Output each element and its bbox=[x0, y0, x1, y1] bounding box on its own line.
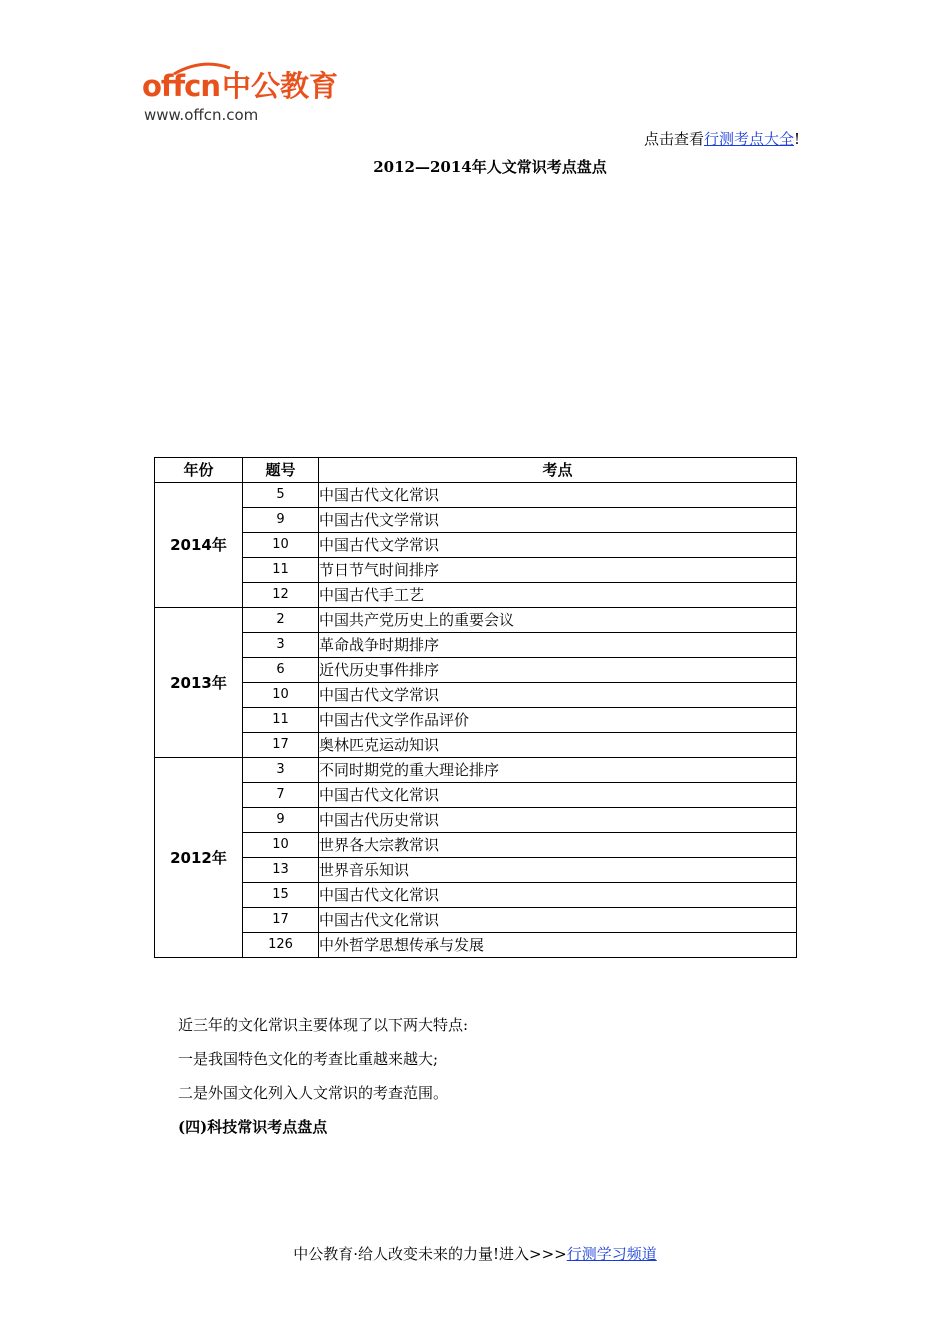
question-number-cell: 7 bbox=[243, 783, 319, 808]
question-number-cell: 12 bbox=[243, 583, 319, 608]
exam-points-link[interactable]: 行测考点大全 bbox=[703, 130, 794, 148]
topic-cell: 近代历史事件排序 bbox=[319, 658, 797, 683]
table-row bbox=[155, 633, 797, 658]
topic-cell: 中国古代历史常识 bbox=[319, 808, 797, 833]
question-number-cell: 6 bbox=[243, 658, 319, 683]
year-cell: 2014年 bbox=[155, 483, 243, 608]
question-number-cell: 10 bbox=[243, 533, 319, 558]
question-number-cell: 3 bbox=[243, 758, 319, 783]
paragraph-point-one: 一是我国特色文化的考查比重越来越大; bbox=[178, 1050, 439, 1068]
table-row bbox=[155, 683, 797, 708]
footer bbox=[0, 1243, 950, 1265]
table-body bbox=[155, 483, 797, 958]
topic-cell: 奥林匹克运动知识 bbox=[319, 733, 797, 758]
table-row bbox=[155, 558, 797, 583]
question-number-cell: 9 bbox=[243, 508, 319, 533]
table-row bbox=[155, 608, 797, 633]
logo-latin: offcn bbox=[142, 69, 220, 103]
question-number-cell: 9 bbox=[243, 808, 319, 833]
table-row bbox=[155, 783, 797, 808]
topic-cell: 世界各大宗教常识 bbox=[319, 833, 797, 858]
table-row bbox=[155, 483, 797, 508]
table-row bbox=[155, 533, 797, 558]
logo-url: www.offcn.com bbox=[144, 106, 259, 124]
topic-cell: 中国古代文学常识 bbox=[319, 533, 797, 558]
table-row bbox=[155, 908, 797, 933]
topic-cell: 世界音乐知识 bbox=[319, 858, 797, 883]
table-row bbox=[155, 883, 797, 908]
exam-points-table bbox=[154, 457, 797, 958]
topic-cell: 中国古代文化常识 bbox=[319, 783, 797, 808]
topic-cell: 中国古代文学作品评价 bbox=[319, 708, 797, 733]
table-row bbox=[155, 508, 797, 533]
footer-text: 中公教育·给人改变未来的力量!进入>>> bbox=[293, 1245, 567, 1263]
paragraph-point-two: 二是外国文化列入人文常识的考查范围。 bbox=[178, 1084, 449, 1102]
header-number: 题号 bbox=[243, 458, 319, 483]
top-link-suffix: ! bbox=[793, 130, 800, 148]
paragraph-intro: 近三年的文化常识主要体现了以下两大特点: bbox=[178, 1016, 469, 1034]
question-number-cell: 13 bbox=[243, 858, 319, 883]
topic-cell: 中国古代文化常识 bbox=[319, 883, 797, 908]
section-heading: (四)科技常识考点盘点 bbox=[178, 1118, 328, 1136]
table-row bbox=[155, 733, 797, 758]
topic-cell: 中国共产党历史上的重要会议 bbox=[319, 608, 797, 633]
table-row bbox=[155, 658, 797, 683]
topic-cell: 节日节气时间排序 bbox=[319, 558, 797, 583]
question-number-cell: 10 bbox=[243, 683, 319, 708]
table-row bbox=[155, 708, 797, 733]
question-number-cell: 5 bbox=[243, 483, 319, 508]
topic-cell: 革命战争时期排序 bbox=[319, 633, 797, 658]
table-row bbox=[155, 808, 797, 833]
header-year: 年份 bbox=[155, 458, 243, 483]
question-number-cell: 17 bbox=[243, 733, 319, 758]
topic-cell: 不同时期党的重大理论排序 bbox=[319, 758, 797, 783]
topic-cell: 中国古代文化常识 bbox=[319, 908, 797, 933]
question-number-cell: 3 bbox=[243, 633, 319, 658]
topic-cell: 中外哲学思想传承与发展 bbox=[319, 933, 797, 958]
top-link-prefix: 点击查看 bbox=[643, 130, 704, 148]
top-link-line bbox=[644, 128, 800, 150]
logo-wordmark bbox=[142, 66, 338, 106]
question-number-cell: 17 bbox=[243, 908, 319, 933]
topic-cell: 中国古代文学常识 bbox=[319, 683, 797, 708]
topic-cell: 中国古代文化常识 bbox=[319, 483, 797, 508]
table-row bbox=[155, 933, 797, 958]
table-header-row bbox=[155, 458, 797, 483]
year-cell: 2013年 bbox=[155, 608, 243, 758]
question-number-cell: 11 bbox=[243, 558, 319, 583]
header-topic: 考点 bbox=[319, 458, 797, 483]
question-number-cell: 15 bbox=[243, 883, 319, 908]
offcn-logo[interactable] bbox=[142, 66, 342, 126]
question-number-cell: 10 bbox=[243, 833, 319, 858]
question-number-cell: 11 bbox=[243, 708, 319, 733]
topic-cell: 中国古代手工艺 bbox=[319, 583, 797, 608]
year-cell: 2012年 bbox=[155, 758, 243, 958]
table-row bbox=[155, 758, 797, 783]
logo-chinese: 中公教育 bbox=[222, 69, 339, 103]
table-row bbox=[155, 583, 797, 608]
topic-cell: 中国古代文学常识 bbox=[319, 508, 797, 533]
study-channel-link[interactable]: 行测学习频道 bbox=[566, 1245, 657, 1263]
table-row bbox=[155, 833, 797, 858]
question-number-cell: 126 bbox=[243, 933, 319, 958]
table-row bbox=[155, 858, 797, 883]
question-number-cell: 2 bbox=[243, 608, 319, 633]
document-title: 2012—2014年人文常识考点盘点 bbox=[373, 158, 607, 176]
